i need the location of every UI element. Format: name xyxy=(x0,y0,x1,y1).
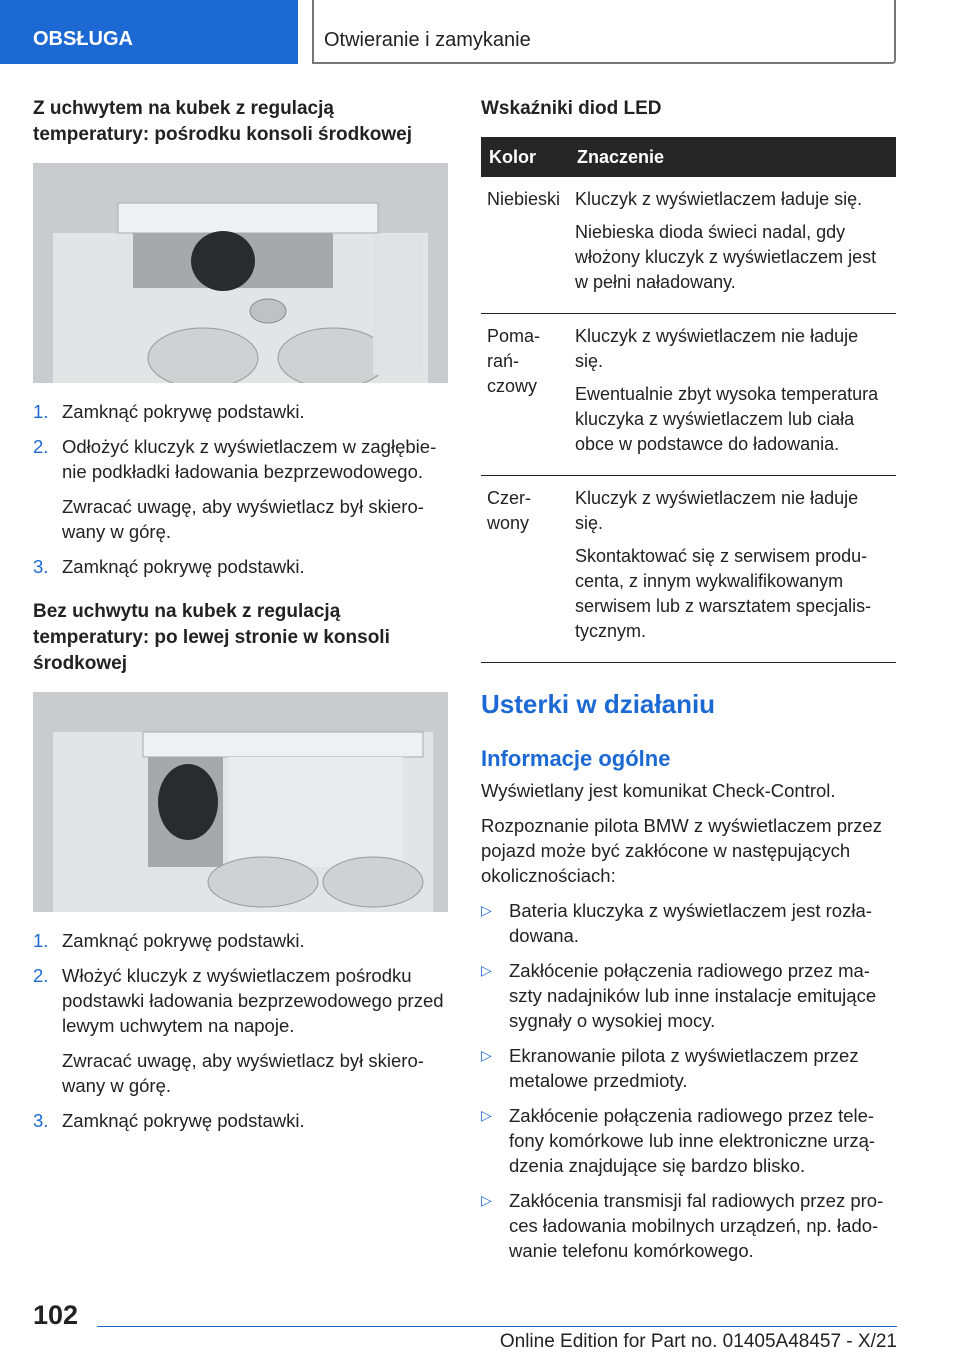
console-image-center xyxy=(33,163,448,383)
list-item: ▷ Zakłócenie połączenia radiowego przez maszty nadajników lub inne instalacje emitujące sygnały o wysokiej mocy. xyxy=(481,960,877,1031)
table-header-color: Kolor xyxy=(481,137,569,177)
list-item: ▷ Ekranowanie pilota z wyświetlaczem przez metalowe przedmioty. xyxy=(481,1045,859,1091)
triangle-bullet-icon: ▷ xyxy=(481,1192,492,1208)
list-item: 1. Zamknąć pokrywę podstawki. xyxy=(33,930,305,951)
table-cell: Kluczyk z wyświetlaczem nie ładuje się. Ewentualnie zbyt wysoka temperatura kluczyka z wyświetlaczem lub ciała obce w podstawce do ładowania. xyxy=(569,314,896,476)
table-row xyxy=(481,177,896,314)
list-item: ▷ Zakłócenie połączenia radiowego przez telefony komórkowe lub inne elektroniczne urządzenia znajdujące się bardzo blisko. xyxy=(481,1105,876,1176)
list-item: 3. Zamknąć pokrywę podstawki. xyxy=(33,1110,305,1131)
heading-without-cupholder: Bez uchwytu na kubek z regulacją temperatury: po lewej stronie w konsoli środkowej xyxy=(33,601,390,674)
list-item: ▷ Zakłócenia transmisji fal radiowych przez proces ładowania mobilnych urządzeń, np. ładowanie telefonu komórkowego. xyxy=(481,1190,884,1261)
list-item: 2. Włożyć kluczyk z wyświetlaczem pośrodku podstawki ładowania bezprzewodowego przed lewym uchwytem na napoje. Zwracać uwagę, aby wyświetlacz był skierowany w górę. xyxy=(33,965,444,1096)
paragraph: Wyświetlany jest komunikat Check-Control. xyxy=(481,780,836,801)
list-item: 1. Zamknąć pokrywę podstawki. xyxy=(33,401,305,422)
table-cell: Kluczyk z wyświetlaczem ładuje się. Niebieska dioda świeci nadal, gdy włożony kluczyk z wyświetlaczem jest w pełni naładowany. xyxy=(569,177,896,314)
triangle-bullet-icon: ▷ xyxy=(481,1047,492,1063)
heading-with-cupholder: Z uchwytem na kubek z regulacją temperatury: pośrodku konsoli środkowej xyxy=(33,98,413,145)
table-cell: Niebieski xyxy=(481,177,569,314)
general-info-title: Informacje ogólne xyxy=(481,746,671,771)
console-image-left xyxy=(33,692,448,912)
table-cell: Kluczyk z wyświetlaczem nie ładuje się. Skontaktować się z serwisem producenta, z innym wykwalifikowanym serwisem lub z warsztatem specjalistycznym. xyxy=(569,476,896,663)
list-item: 2. Odłożyć kluczyk z wyświetlaczem w zagłębienie podkładki ładowania bezprzewodowego. Zwracać uwagę, aby wyświetlacz był skierowany w górę. xyxy=(33,436,437,542)
malfunction-title: Usterki w działaniu xyxy=(481,689,716,719)
steps-list-1 xyxy=(33,399,448,579)
table-cell: Czerwony xyxy=(481,476,569,663)
steps-list-2 xyxy=(33,928,448,1133)
list-item: 3. Zamknąć pokrywę podstawki. xyxy=(33,556,305,577)
led-heading: Wskaźniki diod LED xyxy=(481,98,662,119)
section-tab: OBSŁUGA xyxy=(0,0,298,64)
page-number: 102 xyxy=(33,1300,79,1330)
table-row xyxy=(481,314,896,476)
chapter-tab: Otwieranie i zamykanie xyxy=(312,0,896,64)
list-item: ▷ Bateria kluczyka z wyświetlaczem jest rozładowana. xyxy=(481,900,872,946)
edition-text: Online Edition for Part no. 01405A48457 - X/21 xyxy=(499,1331,897,1352)
triangle-bullet-icon: ▷ xyxy=(481,1107,492,1123)
footer xyxy=(97,1326,897,1353)
table-cell: Pomarańczowy xyxy=(481,314,569,476)
table-row xyxy=(481,476,896,663)
triangle-bullet-icon: ▷ xyxy=(481,962,492,978)
paragraph: Rozpoznanie pilota BMW z wyświetlaczem przez pojazd może być zakłócone w następujących okolicznościach: xyxy=(481,815,882,886)
triangle-bullet-icon: ▷ xyxy=(481,902,492,918)
led-table xyxy=(481,137,896,663)
bullet-list xyxy=(481,898,896,1263)
table-header-meaning: Znaczenie xyxy=(569,137,896,177)
right-column xyxy=(481,96,896,1273)
left-column xyxy=(33,96,448,1153)
